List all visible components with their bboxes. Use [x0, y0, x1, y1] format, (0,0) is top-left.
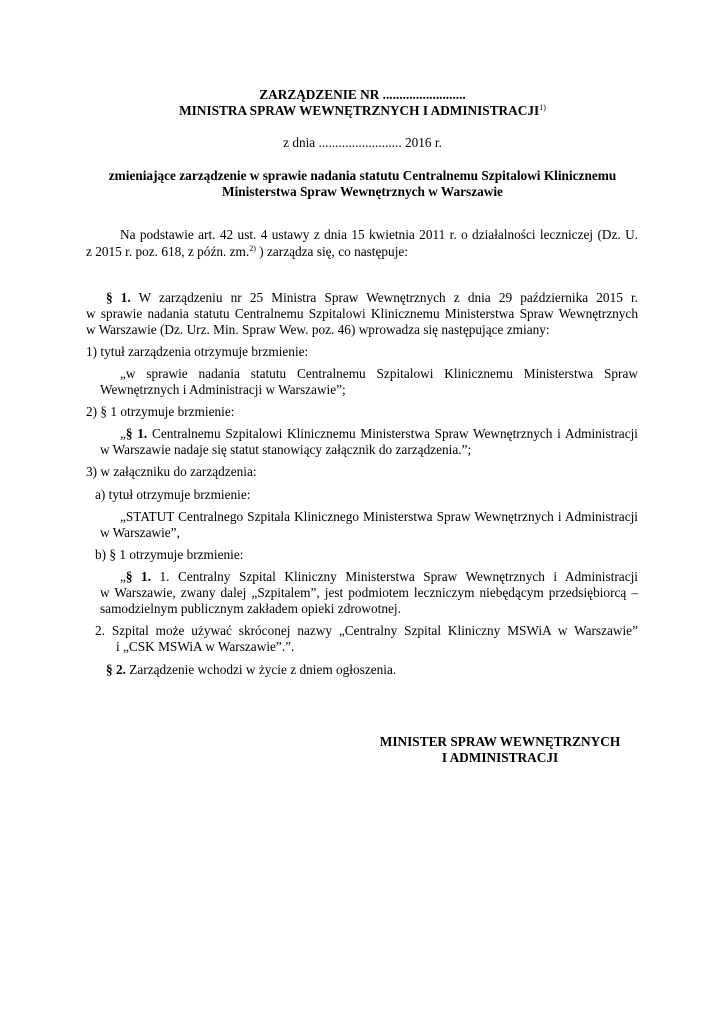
preamble-line-1: Na podstawie art. 42 ust. 4 ustawy z dnia 15 kwietnia 2011 r. o działalności leczniczej (Dz. U. [120, 227, 638, 242]
title-footnote-marker: 1) [539, 103, 546, 112]
item-2-line-2: w Warszawie nadaje się statut stanowiący załącznik do zarządzenia.”; [100, 442, 472, 457]
title-line-1: ZARZĄDZENIE NR ......................... [259, 87, 466, 102]
item-3a-heading: a) tytuł otrzymuje brzmienie: [95, 487, 251, 502]
subject-line-2: Ministerstwa Spraw Wewnętrznych w Warszawie [222, 184, 503, 199]
item-3-heading: 3) w załączniku do zarządzenia: [86, 464, 257, 479]
preamble-footnote-marker: 2) [249, 244, 256, 253]
s2-label: § 2. [106, 662, 126, 677]
s2-line [106, 661, 638, 678]
title-line-2-text: MINISTRA SPRAW WEWNĘTRZNYCH I ADMINISTRACJI [179, 103, 540, 118]
item-2-quote-open: „ [120, 426, 126, 441]
item-3b-quote-open: „ [120, 569, 126, 584]
s1-label: § 1. [106, 290, 131, 305]
s1-line-2: w sprawie nadania statutu Centralnemu Szpitalowi Klinicznemu Ministerstwa Spraw Wewnętrznych [86, 306, 638, 321]
item-1-line-1: „w sprawie nadania statutu Centralnemu Szpitalowi Klinicznemu Ministerstwa Spraw [120, 366, 638, 381]
item-3b-para-2-line-1: 2. Szpital może używać skróconej nazwy „Centralny Szpital Kliniczny MSWiA w Warszawie” [95, 623, 638, 638]
preamble-line-2 [86, 243, 646, 260]
signature-line-2: I ADMINISTRACJI [441, 750, 559, 765]
preamble-text-a: z 2015 r. poz. 618, z późn. zm. [86, 244, 250, 259]
s2-text: Zarządzenie wchodzi w życie z dniem ogłoszenia. [125, 662, 397, 677]
item-3b-para-2-line-2: i „CSK MSWiA w Warszawie”.”. [116, 639, 295, 654]
s1-line-3: w Warszawie (Dz. Urz. Min. Spraw Wew. poz. 46) wprowadza się następujące zmiany: [86, 322, 550, 337]
item-3a-line-1: „STATUT Centralnego Szpitala Klinicznego Ministerstwa Spraw Wewnętrznych i Administracji [120, 509, 638, 524]
item-2-text-1: Centralnemu Szpitalowi Klinicznemu Ministerstwa Spraw Wewnętrznych i Administracji [147, 426, 638, 441]
subject-line-1: zmieniające zarządzenie w sprawie nadania statutu Centralnemu Szpitalowi Klinicznemu [108, 168, 617, 183]
date-line: z dnia ......................... 2016 r. [283, 135, 442, 150]
item-3b-text-1: 1. Centralny Szpital Kliniczny Ministerstwa Spraw Wewnętrznych i Administracji [151, 569, 638, 584]
item-3b-line-3: samodzielnym publicznym zakładem opieki zdrowotnej. [100, 601, 401, 616]
s1-text-1: W zarządzeniu nr 25 Ministra Spraw Wewnętrznych z dnia 29 października 2015 r. [130, 290, 639, 305]
title-line-2 [0, 102, 725, 119]
signature-line-1: MINISTER SPRAW WEWNĘTRZNYCH [379, 734, 621, 749]
item-3b-line-1 [120, 568, 638, 585]
s1-line-1 [106, 289, 638, 306]
item-1-line-2: Wewnętrznych i Administracji w Warszawie”; [100, 382, 346, 397]
item-3b-heading: b) § 1 otrzymuje brzmienie: [95, 547, 244, 562]
item-2-heading: 2) § 1 otrzymuje brzmienie: [86, 404, 235, 419]
item-2-label: § 1. [125, 426, 148, 441]
item-1-heading: 1) tytuł zarządzenia otrzymuje brzmienie: [86, 344, 309, 359]
item-3b-line-2: w Warszawie, zwany dalej „Szpitalem”, jest podmiotem leczniczym niebędącym przedsiębiorcą – [100, 585, 638, 600]
preamble-text-b: ) zarządza się, co następuje: [255, 244, 408, 259]
item-3a-line-2: w Warszawie”, [100, 525, 180, 540]
item-3b-label: § 1. [125, 569, 152, 584]
item-2-line-1 [120, 425, 638, 442]
